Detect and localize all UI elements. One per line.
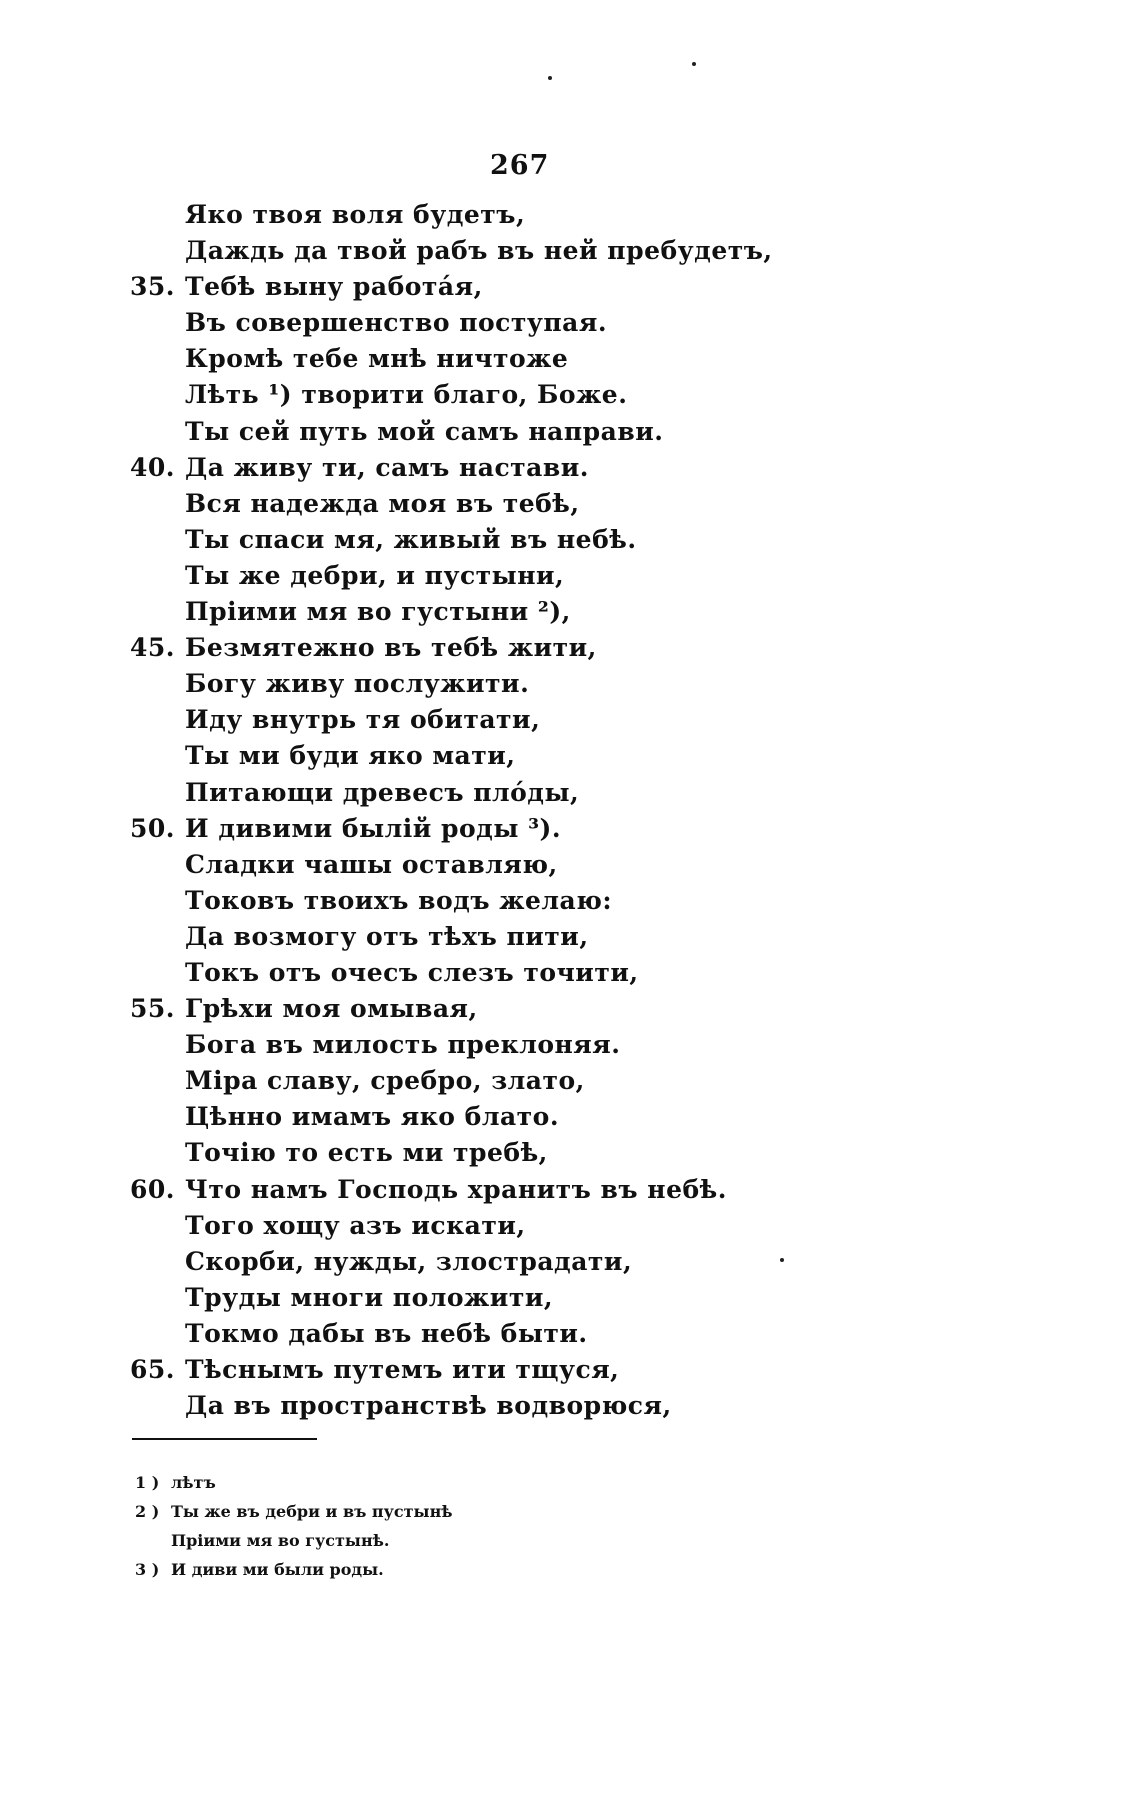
verse-line	[130, 991, 1110, 1027]
line-number: 50.	[130, 813, 175, 843]
verse-line	[130, 1135, 1110, 1171]
print-speck	[780, 1258, 784, 1262]
verse-line	[130, 847, 1110, 883]
verse-line	[130, 341, 1110, 377]
verse-line	[130, 450, 1110, 486]
footnote-text: Пріими мя во густынѣ.	[171, 1531, 390, 1550]
verse-line	[130, 269, 1110, 305]
line-text: Цѣнно имамъ яко блато.	[185, 1102, 560, 1132]
line-text: Даждь да твой рабъ въ ней пребудетъ,	[185, 236, 773, 266]
verse-line	[130, 1316, 1110, 1352]
line-text: Да возмогу отъ тѣхъ пити,	[185, 921, 589, 951]
line-text: Сладки чашы оставляю,	[185, 849, 558, 879]
verse-line	[130, 594, 1110, 630]
verse-line	[130, 305, 1110, 341]
line-text: Вся надежда моя въ тебѣ,	[185, 488, 580, 518]
verse-line	[130, 486, 1110, 522]
line-text: Яко твоя воля будетъ,	[185, 200, 526, 229]
verse-line	[130, 414, 1110, 450]
verse-line	[130, 377, 1110, 413]
line-text: Ты спаси мя, живый въ небѣ.	[185, 524, 637, 554]
page-number: 267	[490, 150, 550, 181]
verse-line	[130, 1027, 1110, 1063]
verse-line	[130, 775, 1110, 811]
verse-line	[130, 811, 1110, 847]
verse-line	[130, 738, 1110, 774]
footnote-text: лѣтъ	[171, 1473, 216, 1492]
verse-line	[130, 558, 1110, 594]
verse-line	[130, 233, 1110, 269]
line-text: Токовъ твоихъ водъ желаю:	[185, 885, 613, 915]
line-text: Ты же дебри, и пустыни,	[185, 560, 565, 590]
line-number: 65.	[130, 1355, 175, 1384]
verse-line	[130, 522, 1110, 558]
line-number: 35.	[130, 272, 175, 302]
line-number: 55.	[130, 994, 175, 1024]
verse-line	[130, 955, 1110, 991]
line-text: Грѣхи моя омывая,	[185, 994, 478, 1024]
verse-line	[130, 1244, 1110, 1280]
line-text: Что намъ Господь хранитъ въ небѣ.	[185, 1174, 727, 1204]
line-text: Того хощу азъ искати,	[185, 1210, 526, 1240]
verse-line	[130, 1280, 1110, 1316]
line-text: Питающи древесъ плóды,	[185, 777, 580, 807]
line-text: Въ совершенство поступая.	[185, 308, 608, 338]
line-number: 60.	[130, 1174, 175, 1204]
line-text: Богу живу послужити.	[185, 669, 530, 699]
line-text: Бога въ милость преклоняя.	[185, 1030, 621, 1060]
verse-line	[130, 1172, 1110, 1208]
verse-line	[130, 197, 1110, 233]
footnote-marker: 3 )	[135, 1560, 160, 1579]
line-text: Тѣснымъ путемъ ити тщуся,	[185, 1355, 620, 1384]
line-text: Скорби, нужды, злострадати,	[185, 1246, 633, 1276]
line-text: Токъ отъ очесъ слезъ точити,	[185, 957, 639, 987]
verse-line	[130, 1208, 1110, 1244]
line-text: Токмо дабы въ небѣ быти.	[185, 1318, 588, 1348]
verse-line	[130, 1352, 1110, 1388]
verse-line	[130, 919, 1110, 955]
line-text: Кромѣ тебе мнѣ ничтоже	[185, 344, 569, 374]
verse-line	[130, 702, 1110, 738]
line-text: Безмятежно въ тебѣ жити,	[185, 633, 597, 663]
verse-text	[130, 197, 1110, 1424]
verse-line	[130, 1063, 1110, 1099]
print-speck	[548, 76, 552, 80]
line-text: И дивими былій роды ³).	[185, 813, 562, 843]
footnote-text: И диви ми были роды.	[171, 1560, 384, 1579]
line-text: Ты ми буди яко мати,	[185, 741, 516, 771]
verse-line	[130, 666, 1110, 702]
footnote-text: Ты же въ дебри и въ пустынѣ	[171, 1502, 453, 1521]
footnote-divider	[132, 1438, 317, 1440]
verse-line	[130, 630, 1110, 666]
verse-line	[130, 1388, 1110, 1424]
line-text: Да живу ти, самъ настави.	[185, 452, 589, 482]
line-text: Ты сей путь мой самъ направи.	[185, 416, 664, 446]
line-text: Тебѣ выну работáя,	[185, 272, 483, 302]
line-text: Лѣть ¹) творити благо, Боже.	[185, 380, 628, 410]
line-text: Пріими мя во густыни ²),	[185, 597, 571, 627]
footnote-marker: 1 )	[135, 1473, 160, 1492]
line-text: Труды многи положити,	[185, 1282, 554, 1312]
verse-line	[130, 883, 1110, 919]
line-text: Міра славу, сребро, злато,	[185, 1066, 585, 1096]
line-number: 40.	[130, 452, 175, 482]
verse-line	[130, 1099, 1110, 1135]
line-number: 45.	[130, 633, 175, 663]
line-text: Да въ пространствѣ водворюся,	[185, 1391, 672, 1421]
line-text: Точію то есть ми требѣ,	[185, 1138, 548, 1168]
line-text: Иду внутрь тя обитати,	[185, 705, 541, 735]
print-speck	[692, 62, 696, 66]
footnote-marker: 2 )	[135, 1502, 160, 1521]
